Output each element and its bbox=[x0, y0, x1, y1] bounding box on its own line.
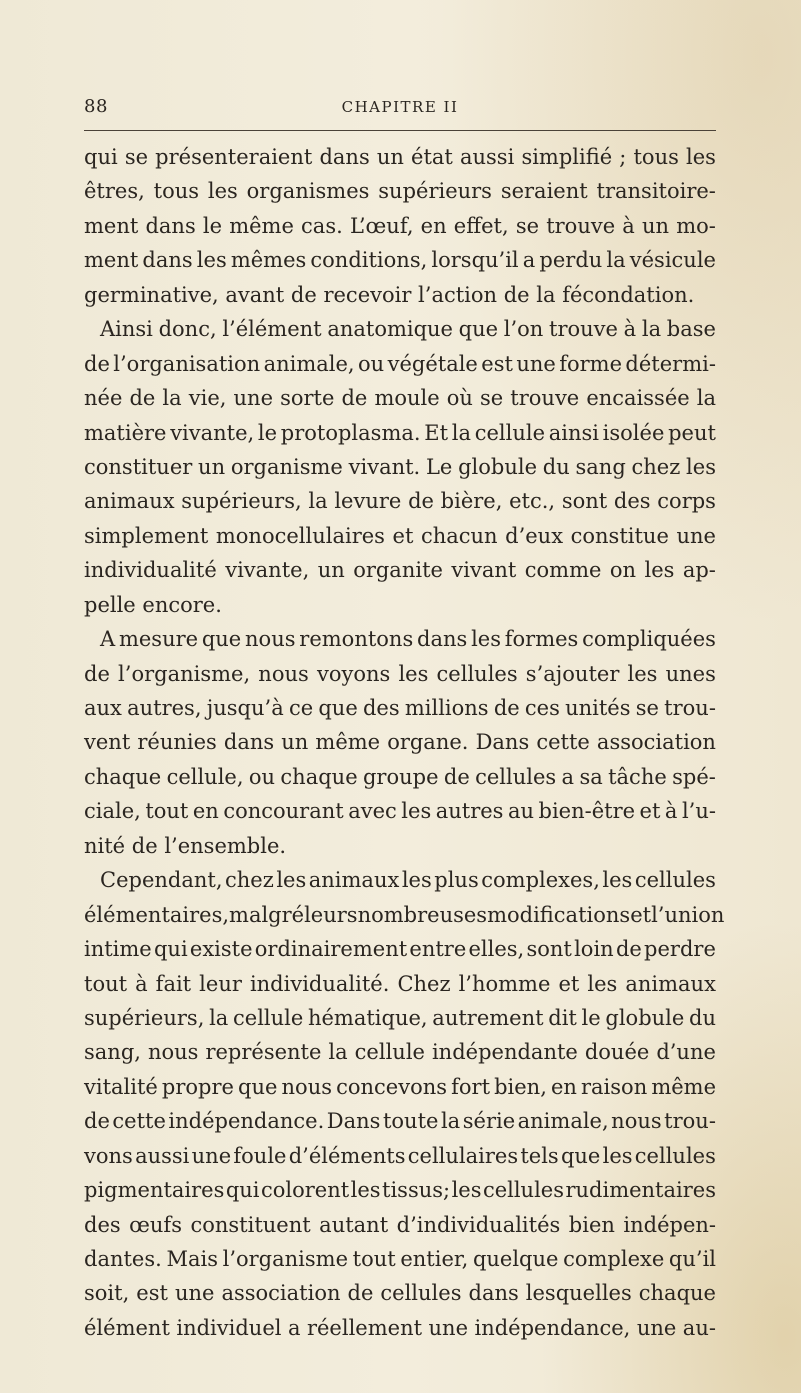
text-line: dantes. Mais l’organisme tout entier, quelque complexe qu’il bbox=[84, 1247, 716, 1271]
text-line: élémentaires, malgré leurs nombreuses modifications et l’union bbox=[84, 902, 725, 927]
text-line: ment dans le même cas. L’œuf, en effet, se trouve à un mo- bbox=[84, 213, 716, 238]
text-line: animaux supérieurs, la levure de bière, etc., sont des corps bbox=[84, 489, 716, 514]
text-line: des œufs constituent autant d’individualités bien indépen- bbox=[84, 1212, 716, 1237]
text-line: supérieurs, la cellule hématique, autrement dit le globule du bbox=[84, 1005, 716, 1030]
text-line: née de la vie, une sorte de moule où se trouve encaissée la bbox=[84, 386, 716, 411]
text-line: pelle encore. bbox=[84, 592, 222, 617]
text-line: individualité vivante, un organite vivant comme on les ap- bbox=[84, 558, 716, 583]
text-line: de cette indépendance. Dans toute la série animale, nous trou- bbox=[84, 1109, 716, 1134]
text-line: aux autres, jusqu’à ce que des millions de ces unités se trou- bbox=[84, 696, 716, 720]
text-line: ment dans les mêmes conditions, lorsqu’il a perdu la vésicule bbox=[84, 248, 716, 273]
text-line: sang, nous représente la cellule indépendante douée d’une bbox=[84, 1040, 716, 1065]
page-header bbox=[84, 96, 716, 128]
text-line: matière vivante, le protoplasma. Et la cellule ainsi isolée peut bbox=[84, 420, 716, 445]
text-line: chaque cellule, ou chaque groupe de cellules a sa tâche spé- bbox=[84, 764, 716, 789]
text-line: tout à fait leur individualité. Chez l’homme et les animaux bbox=[84, 971, 716, 996]
text-line: élément individuel a réellement une indépendance, une au- bbox=[84, 1315, 716, 1340]
text-line: pigmentaires qui colorent les tissus; les cellules rudimentaires bbox=[84, 1178, 716, 1203]
text-line: de l’organisation animale, ou végétale est une forme détermi- bbox=[84, 351, 716, 376]
page-number: 88 bbox=[84, 96, 108, 117]
text-line: Cependant, chez les animaux les plus complexes, les cellules bbox=[100, 868, 716, 893]
text-line: A mesure que nous remontons dans les formes compliquées bbox=[100, 627, 716, 652]
text-line: Ainsi donc, l’élément anatomique que l’on trouve à la base bbox=[100, 317, 716, 342]
text-line: qui se présenteraient dans un état aussi simplifié ; tous les bbox=[84, 145, 716, 169]
text-line: germinative, avant de recevoir l’action de la fécondation. bbox=[84, 282, 695, 307]
text-line: vons aussi une foule d’éléments cellulaires tels que les cellules bbox=[84, 1143, 716, 1168]
text-line: nité de l’ensemble. bbox=[84, 833, 287, 858]
text-line: soit, est une association de cellules dans lesquelles chaque bbox=[84, 1281, 716, 1306]
text-line: vent réunies dans un même organe. Dans cette association bbox=[84, 730, 716, 755]
text-line: vitalité propre que nous concevons fort bien, en raison même bbox=[84, 1074, 716, 1099]
header-rule bbox=[84, 130, 716, 131]
text-line: ciale, tout en concourant avec les autres au bien-être et à l’u- bbox=[84, 799, 716, 824]
body-text bbox=[84, 140, 725, 1345]
text-line: constituer un organisme vivant. Le globule du sang chez les bbox=[84, 454, 716, 479]
text-line: de l’organisme, nous voyons les cellules s’ajouter les unes bbox=[84, 661, 716, 686]
running-head: CHAPITRE II bbox=[341, 98, 459, 116]
text-line: êtres, tous les organismes supérieurs seraient transitoire- bbox=[84, 179, 716, 204]
text-line: simplement monocellulaires et chacun d’eux constitue une bbox=[84, 523, 716, 548]
text-line: intime qui existe ordinairement entre elles, sont loin de perdre bbox=[84, 937, 716, 962]
